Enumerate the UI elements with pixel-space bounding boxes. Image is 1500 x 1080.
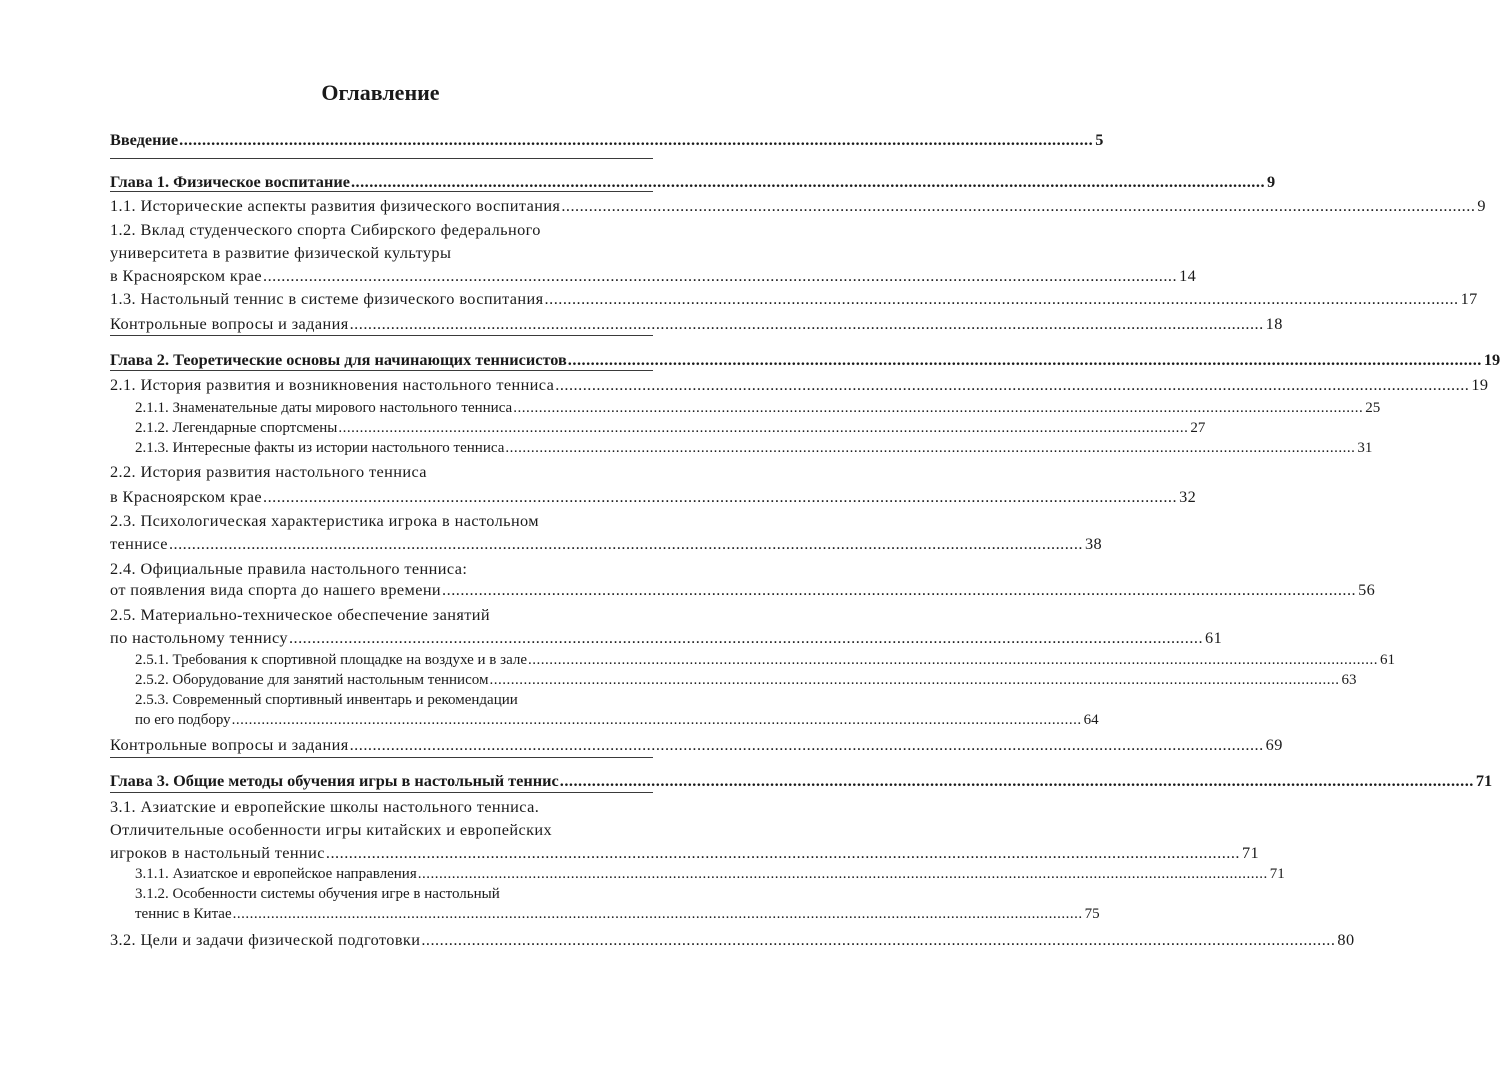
toc-entry-3-1-line1[interactable] — [110, 797, 653, 817]
toc-entry-3-1[interactable] — [110, 843, 1260, 863]
toc-entry-text: 1.2. Вклад студенческого спорта Сибирского федерального — [110, 220, 541, 239]
toc-entry-text: 2.4. Официальные правила настольного тенниса: — [110, 559, 468, 578]
toc-entry-text: Контрольные вопросы и задания — [110, 735, 349, 754]
toc-entry-1-2-line1[interactable] — [110, 220, 653, 240]
toc-entry-text: 1.1. Исторические аспекты развития физического воспитания — [110, 196, 561, 215]
toc-entry-2-5-3-line1[interactable] — [135, 690, 653, 710]
toc-entry-3-1-2[interactable] — [135, 904, 1100, 924]
toc-entry-2-5-line1[interactable] — [110, 605, 653, 625]
toc-entry-2-5-1[interactable] — [135, 650, 1395, 670]
dot-leader: ........................................................................................................................................................................................................ — [349, 314, 1264, 333]
toc-entry-2-5-3[interactable] — [135, 710, 1099, 730]
toc-entry-2-5-2[interactable] — [135, 670, 1357, 690]
toc-entry-text: Отличительные особенности игры китайских и европейских — [110, 820, 553, 839]
toc-page-number: 63 — [1341, 672, 1357, 688]
toc-entry-1-3[interactable] — [110, 289, 1478, 309]
toc-entry-2-4[interactable] — [110, 580, 1376, 600]
toc-entry-2-4-line1[interactable] — [110, 559, 653, 579]
dot-leader: ........................................................................................................................................................................................................ — [350, 172, 1266, 191]
toc-entry-2-3[interactable] — [110, 534, 1103, 554]
dot-leader: ........................................................................................................................................................................................................ — [489, 672, 1340, 688]
section-divider — [110, 158, 653, 159]
dot-leader: ........................................................................................................................................................................................................ — [338, 420, 1189, 436]
toc-entry-text: 3.1.2. Особенности системы обучения игре в настольный — [135, 886, 500, 902]
toc-entry-text: 2.1.2. Легендарные спортсмены — [135, 420, 338, 436]
dot-leader: ........................................................................................................................................................................................................ — [179, 130, 1094, 149]
toc-entry-text: по настольному теннису — [110, 628, 288, 647]
toc-page-number: 17 — [1460, 289, 1478, 308]
toc-entry-1-2-line2[interactable] — [110, 243, 653, 263]
dot-leader: ........................................................................................................................................................................................................ — [417, 866, 1268, 882]
toc-entry-2-1-3[interactable] — [135, 438, 1373, 458]
toc-entry-2-1[interactable] — [110, 375, 1489, 395]
toc-page-number: 9 — [1267, 172, 1276, 191]
toc-page-number: 38 — [1085, 534, 1103, 553]
section-divider — [110, 335, 653, 336]
dot-leader: ........................................................................................................................................................................................................ — [232, 906, 1083, 922]
toc-page-number: 71 — [1269, 866, 1285, 882]
toc-page-number: 25 — [1365, 400, 1381, 416]
toc-page-number: 64 — [1083, 712, 1099, 728]
toc-entry-text: 3.1.1. Азиатское и европейское направления — [135, 866, 417, 882]
toc-entry-3-1-2-line1[interactable] — [135, 884, 653, 904]
dot-leader: ........................................................................................................................................................................................................ — [513, 400, 1364, 416]
toc-page-number: 27 — [1190, 420, 1206, 436]
toc-entry-questions-2[interactable] — [110, 735, 1283, 755]
toc-entry-2-2-line1[interactable] — [110, 462, 653, 482]
toc-entry-text: теннисе — [110, 534, 168, 553]
dot-leader: ........................................................................................................................................................................................................ — [263, 266, 1178, 285]
dot-leader: ........................................................................................................................................................................................................ — [263, 487, 1178, 506]
toc-entry-1-1[interactable] — [110, 196, 1486, 216]
toc-entry-2-1-1[interactable] — [135, 398, 1381, 418]
toc-entry-2-5[interactable] — [110, 628, 1223, 648]
toc-page-number: 9 — [1477, 196, 1486, 215]
toc-entry-2-3-line1[interactable] — [110, 511, 653, 531]
toc-entry-text: Глава 1. Физическое воспитание — [110, 172, 350, 191]
toc-entry-intro[interactable] — [110, 130, 1104, 150]
dot-leader: ........................................................................................................................................................................................................ — [528, 652, 1378, 668]
dot-leader: ........................................................................................................................................................................................................ — [544, 289, 1459, 308]
toc-entry-questions-1[interactable] — [110, 314, 1283, 334]
dot-leader: ........................................................................................................................................................................................................ — [168, 534, 1083, 553]
section-divider — [110, 792, 653, 793]
toc-entry-2-2[interactable] — [110, 487, 1197, 507]
toc-entry-text: 2.1.3. Интересные факты из истории настольного тенниса — [135, 440, 505, 456]
dot-leader: ........................................................................................................................................................................................................ — [231, 712, 1082, 728]
toc-page-number: 19 — [1471, 375, 1489, 394]
dot-leader: ........................................................................................................................................................................................................ — [349, 735, 1264, 754]
toc-page-number: 14 — [1179, 266, 1197, 285]
toc-entry-text: Введение — [110, 130, 179, 149]
toc-entry-text: Контрольные вопросы и задания — [110, 314, 349, 333]
toc-entry-text: 2.3. Психологическая характеристика игрока в настольном — [110, 511, 539, 530]
toc-entry-chapter-2[interactable] — [110, 350, 1500, 370]
toc-page-number: 32 — [1179, 487, 1197, 506]
toc-entry-text: 2.5.2. Оборудование для занятий настольным теннисом — [135, 672, 489, 688]
toc-page-number: 5 — [1095, 130, 1104, 149]
toc-page-number: 80 — [1337, 930, 1355, 949]
dot-leader: ........................................................................................................................................................................................................ — [325, 843, 1240, 862]
toc-entry-text: 3.1. Азиатские и европейские школы настольного тенниса. — [110, 797, 540, 816]
toc-page-number: 69 — [1265, 735, 1283, 754]
toc-entry-chapter-3[interactable] — [110, 771, 1493, 791]
toc-entry-1-2[interactable] — [110, 266, 1197, 286]
toc-entry-text: 2.5.1. Требования к спортивной площадке на воздухе и в зале — [135, 652, 527, 668]
toc-entry-text: от появления вида спорта до нашего времени — [110, 580, 442, 599]
toc-page-number: 61 — [1205, 628, 1223, 647]
toc-entry-text: игроков в настольный теннис — [110, 843, 325, 862]
toc-entry-text: 2.2. История развития настольного тенниса — [110, 462, 427, 481]
toc-entry-text: 2.5. Материально-техническое обеспечение занятий — [110, 605, 490, 624]
toc-entry-2-1-2[interactable] — [135, 418, 1206, 438]
toc-entry-text: Глава 2. Теоретические основы для начинающих теннисистов — [110, 350, 567, 369]
toc-page-number: 56 — [1358, 580, 1376, 599]
toc-entry-3-2[interactable] — [110, 930, 1355, 950]
toc-page-number: 19 — [1483, 350, 1500, 369]
dot-leader: ........................................................................................................................................................................................................ — [421, 930, 1336, 949]
toc-entry-text: 3.2. Цели и задачи физической подготовки — [110, 930, 421, 949]
dot-leader: ........................................................................................................................................................................................................ — [561, 196, 1476, 215]
dot-leader: ........................................................................................................................................................................................................ — [442, 580, 1357, 599]
section-divider — [110, 757, 653, 758]
toc-entry-text: в Красноярском крае — [110, 487, 262, 506]
toc-page-number: 71 — [1241, 843, 1260, 862]
toc-entry-text: 2.5.3. Современный спортивный инвентарь и рекомендации — [135, 692, 518, 708]
dot-leader: ........................................................................................................................................................................................................ — [555, 375, 1470, 394]
toc-entry-text: 1.3. Настольный теннис в системе физического воспитания — [110, 289, 544, 308]
toc-page-number: 61 — [1380, 652, 1395, 668]
toc-entry-text: в Красноярском крае — [110, 266, 262, 285]
toc-entry-3-1-1[interactable] — [135, 864, 1285, 884]
dot-leader: ........................................................................................................................................................................................................ — [288, 628, 1204, 647]
toc-page-number: 71 — [1475, 771, 1493, 790]
toc-page-number: 75 — [1084, 906, 1100, 922]
toc-entry-3-1-line2[interactable] — [110, 820, 653, 840]
page-title: Оглавление — [321, 80, 440, 105]
toc-entry-text: теннис в Китае — [135, 906, 232, 922]
dot-leader: ........................................................................................................................................................................................................ — [559, 771, 1474, 790]
toc-entry-text: 2.1. История развития и возникновения настольного тенниса — [110, 375, 555, 394]
section-divider — [110, 370, 653, 371]
toc-entry-text: по его подбору — [135, 712, 231, 728]
dot-leader: ........................................................................................................................................................................................................ — [567, 350, 1482, 369]
toc-page-number: 18 — [1265, 314, 1283, 333]
section-divider — [110, 191, 653, 192]
toc-entry-text: 2.1.1. Знаменательные даты мирового настольного тенниса — [135, 400, 513, 416]
toc-entry-chapter-1[interactable] — [110, 172, 1276, 192]
toc-entry-text: Глава 3. Общие методы обучения игры в настольный теннис — [110, 771, 559, 790]
toc-entry-text: университета в развитие физической культуры — [110, 243, 452, 262]
dot-leader: ........................................................................................................................................................................................................ — [505, 440, 1356, 456]
toc-page-number: 31 — [1357, 440, 1373, 456]
